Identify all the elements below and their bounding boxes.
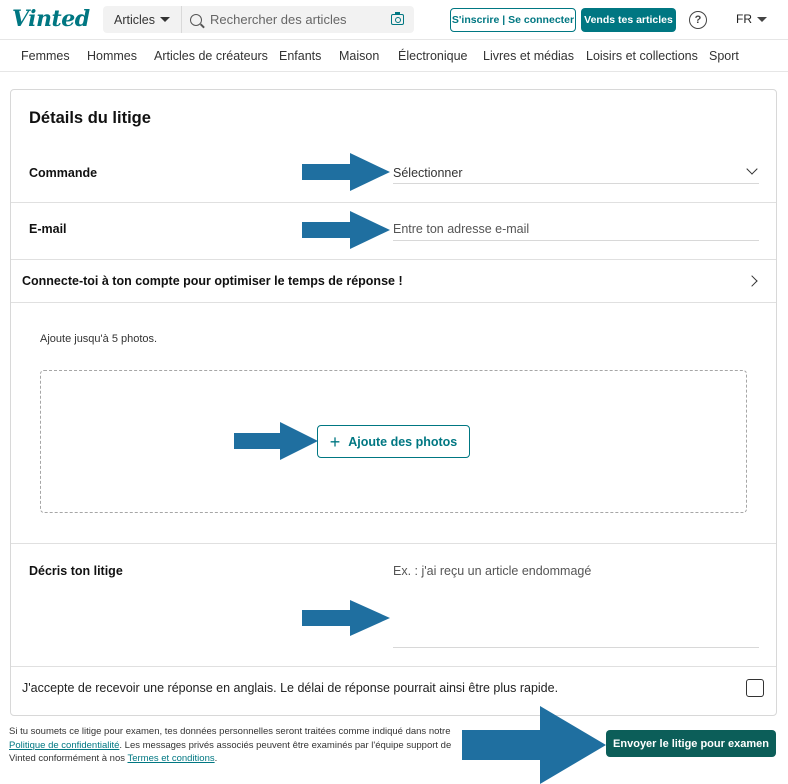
nav-item-hommes[interactable]: Hommes [87, 49, 138, 63]
language-select[interactable] [736, 12, 767, 26]
add-photos-label: Ajoute des photos [348, 434, 458, 449]
order-underline [393, 183, 759, 184]
description-underline [393, 647, 759, 648]
email-field[interactable] [393, 220, 759, 238]
category-nav [0, 40, 788, 72]
privacy-note [9, 725, 464, 766]
privacy-note-text: Si tu soumets ce litige pour examen, tes données personnelles seront traitées comme indiqué dans notre [9, 726, 451, 737]
plus-icon: + [329, 431, 341, 452]
category-select[interactable] [103, 6, 182, 33]
login-prompt-text: Connecte-toi à ton compte pour optimiser le temps de réponse ! [22, 274, 403, 288]
description-placeholder: Ex. : j'ai reçu un article endommagé [393, 564, 592, 578]
annotation-arrow-icon [302, 600, 392, 636]
nav-item-livres[interactable]: Livres et médias [483, 49, 575, 63]
nav-item-createurs[interactable]: Articles de créateurs [154, 49, 268, 63]
nav-item-enfants[interactable]: Enfants [279, 49, 322, 63]
divider [11, 666, 776, 667]
nav-item-femmes[interactable]: Femmes [21, 49, 70, 63]
annotation-arrow-icon [302, 211, 392, 249]
annotation-arrow-icon [302, 153, 392, 191]
email-underline [393, 240, 759, 241]
chevron-right-icon [746, 275, 757, 286]
chevron-down-icon [746, 163, 757, 174]
search-input[interactable] [202, 6, 391, 33]
divider [11, 202, 776, 203]
language-label: FR [736, 12, 752, 26]
divider [11, 302, 776, 303]
privacy-note-text: Vinted conformément à nos [9, 753, 126, 764]
signup-login-button[interactable]: S'inscrire | Se connecter [450, 8, 576, 32]
terms-link[interactable]: Termes et conditions [127, 753, 215, 764]
help-icon[interactable]: ? [689, 11, 707, 29]
annotation-arrow-icon [462, 706, 608, 784]
vinted-logo[interactable]: Vinted [12, 6, 90, 32]
caret-down-icon [757, 17, 767, 22]
category-select-label: Articles [114, 12, 155, 27]
email-label: E-mail [29, 222, 67, 236]
order-select-value: Sélectionner [393, 166, 463, 180]
english-consent-text: J'accepte de recevoir une réponse en anglais. Le délai de réponse pourrait ainsi être plus rapide. [22, 681, 559, 695]
search-icon [190, 14, 202, 26]
english-consent-checkbox[interactable] [746, 679, 764, 697]
sell-items-button[interactable]: Vends tes articles [581, 8, 676, 32]
form-title: Détails du litige [29, 109, 151, 127]
search-bar [103, 6, 414, 33]
privacy-policy-link[interactable]: Politique de confidentialité [9, 739, 120, 751]
add-photos-button[interactable] [317, 425, 470, 458]
photos-hint: Ajoute jusqu'à 5 photos. [40, 333, 158, 345]
annotation-arrow-icon [234, 422, 320, 460]
description-label: Décris ton litige [29, 564, 123, 578]
privacy-note-text: . [214, 753, 218, 764]
top-header [0, 0, 788, 40]
nav-item-maison[interactable]: Maison [339, 49, 380, 63]
camera-icon[interactable] [391, 14, 404, 25]
caret-down-icon [160, 17, 170, 22]
privacy-note-text: . Les messages privés associés peuvent être examinés par l'équipe support de [119, 739, 452, 751]
nav-item-electronique[interactable]: Électronique [398, 49, 468, 63]
submit-dispute-button[interactable]: Envoyer le litige pour examen [606, 730, 776, 757]
login-prompt-row[interactable] [11, 260, 776, 302]
description-textarea[interactable] [393, 560, 759, 646]
order-label: Commande [29, 166, 98, 180]
nav-item-loisirs[interactable]: Loisirs et collections [586, 49, 698, 63]
nav-item-sport[interactable]: Sport [709, 49, 739, 63]
divider [11, 543, 776, 544]
dispute-form-card [10, 89, 777, 716]
